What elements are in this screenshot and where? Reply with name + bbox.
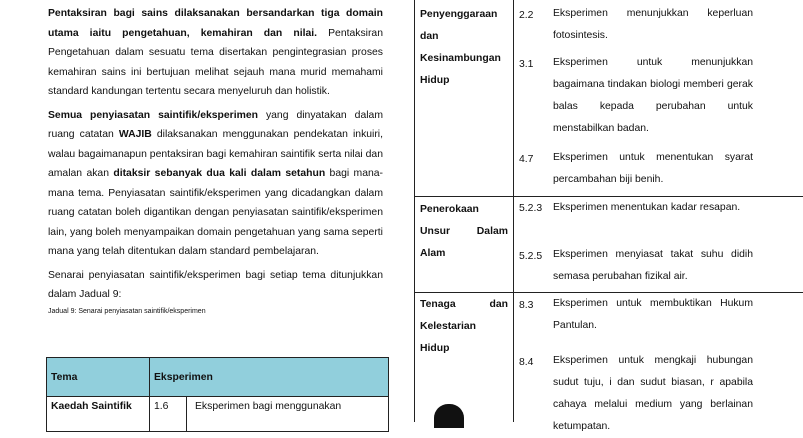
- item-number: 5.2.3: [519, 203, 543, 214]
- bold-text: WAJIB: [118, 129, 152, 140]
- experiment-text: Eksperimen menunjukkan keperluan fotosintesis.: [553, 8, 753, 41]
- bold-text: Pentaksiran bagi sains dilaksanakan bersandarkan tiga domain utama iaitu pengetahuan, kemahiran dan nilai.: [48, 8, 383, 39]
- item-number: 8.3: [519, 300, 534, 311]
- body-text: bagi mana-mana tema. Penyiasatan saintifik/eksperimen yang dicadangkan dalam ruang catatan boleh digantikan dengan penyiasatan saintifik/eksperimen lain, yang boleh menyampaikan domain pengetahuan yang sama seperti mana yang telah ditentukan dalam standard pembelajaran.: [48, 168, 383, 257]
- item-number: 5.2.5: [519, 251, 543, 262]
- experiment-text: Eksperimen menentukan kadar resapan.: [553, 202, 741, 213]
- table-cell-num: 1.6: [150, 397, 187, 432]
- bold-text: ditaksir sebanyak dua kali dalam setahun: [113, 168, 326, 179]
- body-text: yang dinyatakan dalam ruang catatan: [48, 109, 383, 140]
- paragraph-list-intro: Senarai penyiasatan saintifik/eksperimen bagi setiap tema ditunjukkan dalam Jadual 9:: [48, 269, 383, 300]
- bold-text: Semua penyiasatan saintifik/eksperimen: [48, 109, 258, 121]
- experiment-text: Eksperimen menyiasat takat suhu didih semasa perubahan fizikal air.: [553, 249, 753, 282]
- tema-cell: Tenaga dan Kelestarian Hidup: [420, 299, 508, 354]
- item-number: 4.7: [519, 154, 534, 165]
- table-header-tema: Tema: [47, 358, 150, 397]
- body-text: Pentaksiran Pengetahuan dalam sesuatu tema disertakan pengintegrasian proses kemahiran sains ini bertujuan melihat sejauh mana murid memahami standard kandungan tertentu secara menyeluruh dan holistik.: [48, 27, 383, 97]
- experiment-text: Eksperimen untuk mengkaji hubungan sudut tuju, i dan sudut biasan, r apabila cahaya melalui medium yang berlainan ketumpatan.: [553, 355, 753, 432]
- experiment-text: Eksperimen untuk menunjukkan bagaimana tindakan biologi memberi gerak balas kepada perubahan untuk menstabilkan badan.: [553, 57, 753, 134]
- table-cell-exp: Eksperimen bagi menggunakan: [187, 397, 389, 432]
- tema-cell: Penyenggaraan dan Kesinambungan Hidup: [420, 9, 501, 86]
- paragraph-experiments: [48, 106, 383, 262]
- body-text: dilaksanakan menggunakan pendekatan inkuiri, walau bagaimanapun pentaksiran bagi kemahiran saintifik serta nilai dan amalan akan: [48, 129, 384, 179]
- experiment-text: Eksperimen untuk membuktikan Hukum Pantulan.: [553, 298, 753, 331]
- left-column: [48, 4, 383, 317]
- decorative-shape: [434, 404, 464, 428]
- item-number: 2.2: [519, 10, 534, 21]
- paragraph-assessment-domains: [48, 4, 383, 102]
- table-caption: Jadual 9: Senarai penyiasatan saintifik/eksperimen: [48, 307, 206, 315]
- tema-cell: Penerokaan Unsur Dalam Alam: [420, 204, 508, 259]
- experiment-text: Eksperimen untuk menentukan syarat percambahan biji benih.: [553, 152, 753, 185]
- table-cell-tema: Kaedah Saintifik: [47, 397, 150, 432]
- item-number: 8.4: [519, 357, 534, 368]
- table-border: [513, 0, 514, 422]
- table-header-eksperimen: Eksperimen: [150, 358, 389, 397]
- item-number: 3.1: [519, 59, 534, 70]
- experiments-table-left: [46, 357, 389, 432]
- table-border: [414, 0, 415, 422]
